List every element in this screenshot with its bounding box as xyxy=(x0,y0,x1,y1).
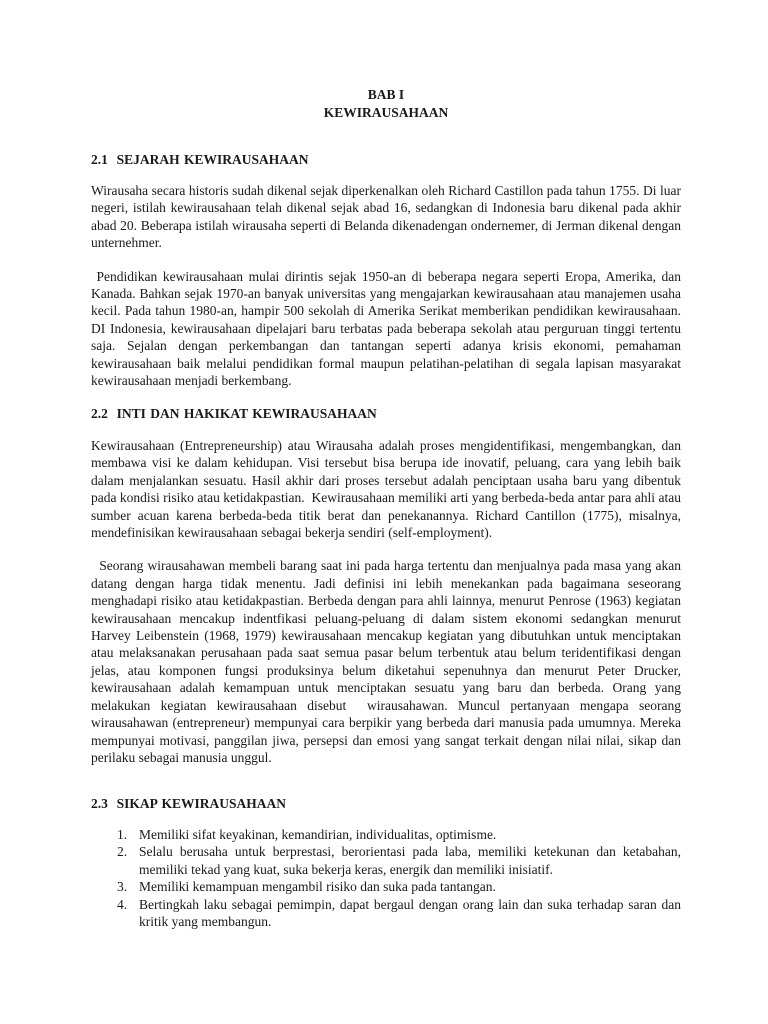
paragraph: Wirausaha secara historis sudah dikenal sejak diperkenalkan oleh Richard Castillon pada tahun 1755. Di luar negeri, istilah kewirausahaan telah dikenal sejak abad 16, sedangkan di Indonesia baru dikenal pada akhir abad 20. Beberapa istilah wirausaha seperti di Belanda dikenadengan ondernemer, di Jerman dikenal dengan unternehmer. xyxy=(91,183,681,251)
chapter-label: BAB I xyxy=(367,87,405,102)
paragraph: Kewirausahaan (Entrepreneurship) atau Wirausaha adalah proses mengidentifikasi, mengembangkan, dan membawa visi ke dalam kehidupan. Visi tersebut bisa berupa ide inovatif, peluang, cara yang lebih baik dalam menjalankan sesuatu. Hasil akhir dari proses tersebut adalah penciptaan usaha baru yang dibentuk pada kondisi risiko atau ketidakpastian. Kewirausahaan memiliki arti yang berbeda-beda antar para ahli atau sumber acuan karena berbeda-beda titik berat dan penekanannya. Richard Cantillon (1775), misalnya, mendefinisikan kewirausahaan sebagai bekerja sendiri (self-employment). xyxy=(91,438,685,541)
list-text: Memiliki kemampuan mengambil risiko dan suka pada tantangan. xyxy=(139,879,496,895)
list-number: 1. xyxy=(117,827,128,842)
chapter-name: KEWIRAUSAHAAN xyxy=(323,105,449,120)
section-heading: 2.1 SEJARAH KEWIRAUSAHAAN xyxy=(91,152,309,167)
section-sikap xyxy=(91,795,681,930)
list-item xyxy=(91,878,681,895)
chapter-title xyxy=(91,86,681,122)
list-number: 4. xyxy=(117,896,128,912)
section-heading: 2.2 INTI DAN HAKIKAT KEWIRAUSAHAAN xyxy=(91,406,377,421)
attitude-list xyxy=(91,826,681,930)
paragraph: Pendidikan kewirausahaan mulai dirintis sejak 1950-an di beberapa negara seperti Eropa, Amerika, dan Kanada. Bahkan sejak 1970-an banyak universitas yang mengajarkan kewirausahaan atau manajemen usaha kecil. Pada tahun 1980-an, hampir 500 sekolah di Amerika Serikat memberikan pendidikan kewirausahaan. DI Indonesia, kewirausahaan dipelajari baru terbatas pada beberapa sekolah atau perguruan tinggi tertentu saja. Sejalan dengan perkembangan dan tantangan seperti adanya krisis ekonomi, pemahaman kewirausahaan baik melalui pendidikan formal maupun pelatihan-pelatihan di segala lapisan masyarakat kewirausahaan menjadi berkembang. xyxy=(91,268,685,389)
list-item xyxy=(91,843,681,878)
list-item xyxy=(91,896,681,931)
section-inti-hakikat xyxy=(91,405,685,766)
section-heading: 2.3 SIKAP KEWIRAUSAHAAN xyxy=(91,796,287,811)
list-number: 3. xyxy=(117,879,128,895)
list-text: Bertingkah laku sebagai pemimpin, dapat bergaul dengan orang lain dan suka terhadap saran dan kritik yang membangun. xyxy=(139,896,681,930)
list-text: Memiliki sifat keyakinan, kemandirian, individualitas, optimisme. xyxy=(139,827,497,842)
paragraph: Seorang wirausahawan membeli barang saat ini pada harga tertentu dan menjualnya pada masa yang akan datang dengan harga tidak menentu. Jadi definisi ini lebih menekankan pada bagaimana seseorang menghadapi risiko atau ketidakpastian. Berbeda dengan para ahli lainnya, menurut Penrose (1963) kegiatan kewirausahaan mencakup indentfikasi peluang-peluang di dalam sistem ekonomi sedangkan menurut Harvey Leibenstein (1968, 1979) kewirausahaan mencakup kegiatan yang dibutuhkan untuk menciptakan atau melaksanakan perusahaan pada saat semua pasar belum terbentuk atau belum teridentifikasi dengan jelas, atau komponen fungsi produksinya belum diketahui sepenuhnya dan menurut Peter Drucker, kewirausahaan adalah kemampuan untuk menciptakan sesuatu yang baru dan berbeda. Orang yang melakukan kegiatan kewirausahaan disebut wirausahawan. Muncul pertanyaan mengapa seorang wirausahawan (entrepreneur) mempunyai cara berpikir yang berbeda dari manusia pada umumnya. Mereka mempunyai motivasi, panggilan jiwa, persepsi dan emosi yang sangat terkait dengan nilai nilai, sikap dan perilaku sebagai manusia unggul. xyxy=(91,558,685,765)
list-number: 2. xyxy=(117,844,128,860)
section-sejarah xyxy=(91,151,685,389)
list-item xyxy=(91,826,681,843)
list-text: Selalu berusaha untuk berprestasi, berorientasi pada laba, memiliki ketekunan dan ketabahan, memiliki tekad yang kuat, suka bekerja keras, energik dan memiliki inisiatif. xyxy=(139,844,681,877)
